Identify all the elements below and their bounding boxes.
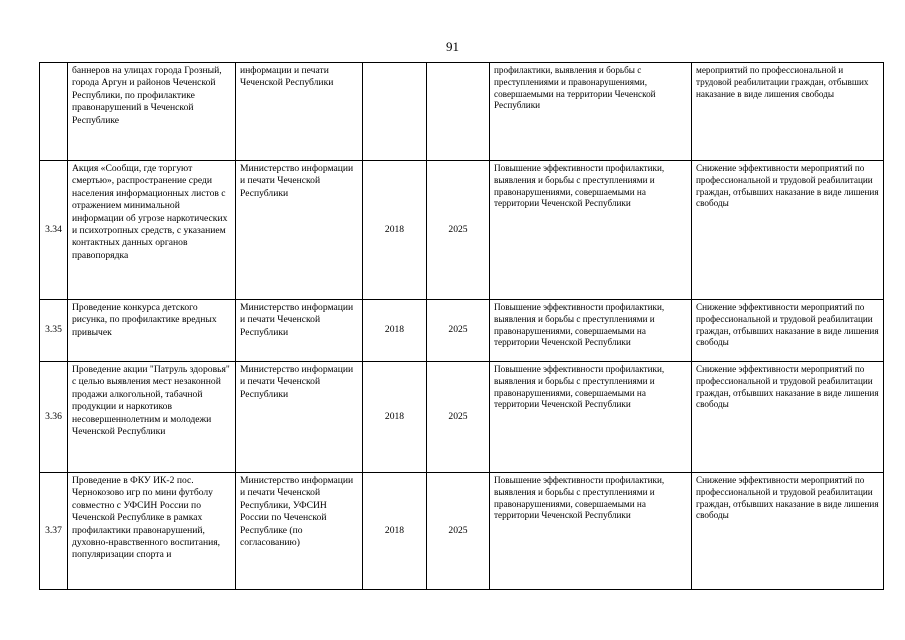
consequence: Снижение эффективности мероприятий по профессиональной и трудовой реабилитации граждан, отбывших наказание в виде лишения свободы xyxy=(692,300,884,362)
consequence: мероприятий по профессиональной и трудовой реабилитации граждан, отбывших наказание в виде лишения свободы xyxy=(692,63,884,161)
consequence: Снижение эффективности мероприятий по профессиональной и трудовой реабилитации граждан, отбывших наказание в виде лишения свободы xyxy=(692,473,884,590)
expected-result: профилактики, выявления и борьбы с преступлениями и правонарушениями, совершаемыми на территории Чеченской Республики xyxy=(490,63,692,161)
end-year: 2025 xyxy=(427,362,490,473)
table-row xyxy=(40,63,884,161)
start-year xyxy=(363,63,427,161)
row-number: 3.36 xyxy=(40,362,68,473)
event-description: Проведение в ФКУ ИК-2 пос. Чернокозово игр по мини футболу совместно с УФСИН России по Чеченской Республике в рамках профилактики правонарушений, духовно-нравственного воспитания, популяризации спорта и xyxy=(68,473,236,590)
page-number: 91 xyxy=(446,39,459,54)
table-row xyxy=(40,161,884,300)
row-number: 3.35 xyxy=(40,300,68,362)
end-year: 2025 xyxy=(427,473,490,590)
expected-result: Повышение эффективности профилактики, выявления и борьбы с преступлениями и правонарушениями, совершаемыми на территории Чеченской Республики xyxy=(490,362,692,473)
end-year xyxy=(427,63,490,161)
executor: Министерство информации и печати Чеченской Республики xyxy=(236,300,363,362)
start-year: 2018 xyxy=(363,161,427,300)
program-events-table xyxy=(39,62,884,590)
event-description: Проведение акции "Патруль здоровья" с целью выявления мест незаконной продажи алкогольной, табачной продукции и наркотиков несовершеннолетним и молодежи Чеченской Республики xyxy=(68,362,236,473)
event-description: баннеров на улицах города Грозный, города Аргун и районов Чеченской Республики, по профилактике правонарушений в Чеченской Республике xyxy=(68,63,236,161)
event-description: Акция «Сообщи, где торгуют смертью», распространение среди населения информационных листов с отражением минимальной информации об угрозе наркотических и психотропных средств, с указанием контактных данных органов правопорядка xyxy=(68,161,236,300)
expected-result: Повышение эффективности профилактики, выявления и борьбы с преступлениями и правонарушениями, совершаемыми на территории Чеченской Республики xyxy=(490,300,692,362)
table-row xyxy=(40,362,884,473)
expected-result: Повышение эффективности профилактики, выявления и борьбы с преступлениями и правонарушениями, совершаемыми на территории Чеченской Республики xyxy=(490,473,692,590)
consequence: Снижение эффективности мероприятий по профессиональной и трудовой реабилитации граждан, отбывших наказание в виде лишения свободы xyxy=(692,161,884,300)
end-year: 2025 xyxy=(427,300,490,362)
start-year: 2018 xyxy=(363,473,427,590)
table-row xyxy=(40,300,884,362)
row-number: 3.37 xyxy=(40,473,68,590)
end-year: 2025 xyxy=(427,161,490,300)
event-description: Проведение конкурса детского рисунка, по профилактике вредных привычек xyxy=(68,300,236,362)
start-year: 2018 xyxy=(363,362,427,473)
row-number xyxy=(40,63,68,161)
consequence: Снижение эффективности мероприятий по профессиональной и трудовой реабилитации граждан, отбывших наказание в виде лишения свободы xyxy=(692,362,884,473)
expected-result: Повышение эффективности профилактики, выявления и борьбы с преступлениями и правонарушениями, совершаемыми на территории Чеченской Республики xyxy=(490,161,692,300)
start-year: 2018 xyxy=(363,300,427,362)
table-row xyxy=(40,473,884,590)
row-number: 3.34 xyxy=(40,161,68,300)
executor: информации и печати Чеченской Республики xyxy=(236,63,363,161)
executor: Министерство информации и печати Чеченской Республики xyxy=(236,362,363,473)
executor: Министерство информации и печати Чеченской Республики, УФСИН России по Чеченской Республике (по согласованию) xyxy=(236,473,363,590)
executor: Министерство информации и печати Чеченской Республики xyxy=(236,161,363,300)
